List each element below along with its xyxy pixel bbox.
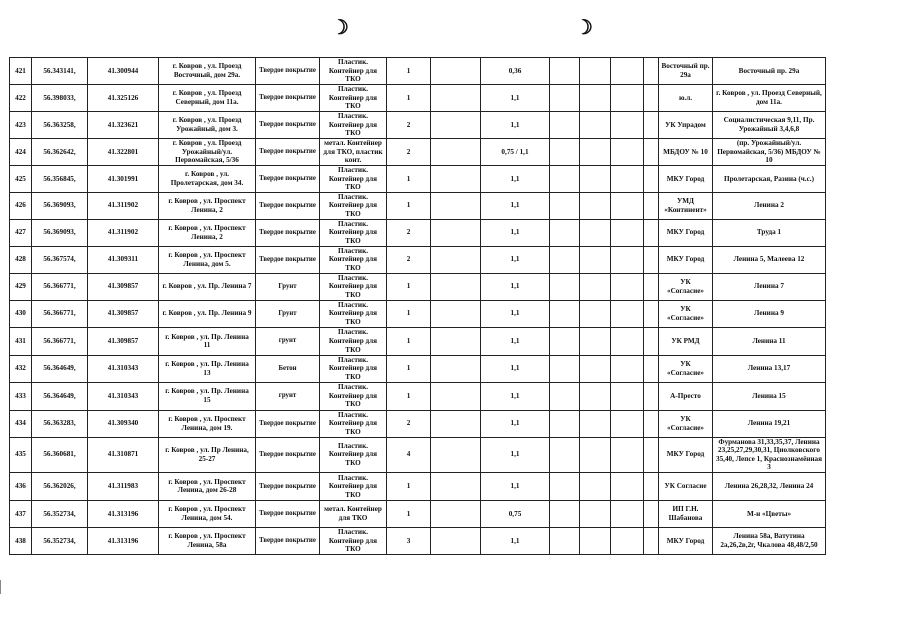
waste-source-cell: Пролетарская, Разина (ч.с.) [713, 166, 826, 193]
latitude-cell: 56.366771, [32, 273, 88, 300]
empty-cell [550, 355, 580, 382]
owner-cell: УК «Согласие» [659, 300, 713, 327]
container-type-cell: Пластик. Контейнер для ТКО [320, 85, 387, 112]
row-number: 431 [10, 327, 32, 355]
address-cell: г. Ковров , ул. Пр. Ленина 7 [159, 273, 256, 300]
address-cell: г. Ковров , ул. Проспект Ленина, 2 [159, 192, 256, 219]
longitude-cell: 41.309857 [88, 327, 159, 355]
container-volume-cell: 1,1 [481, 355, 550, 382]
container-type-cell: Пластик. Контейнер для ТКО [320, 527, 387, 554]
longitude-cell: 41.313196 [88, 527, 159, 554]
empty-cell [580, 166, 611, 193]
container-type-cell: метал. Контейнер для ТКО, пластик конт. [320, 139, 387, 166]
waste-source-cell: Восточный пр. 29а [713, 58, 826, 85]
empty-cell [644, 300, 659, 327]
row-number: 424 [10, 139, 32, 166]
row-number: 436 [10, 472, 32, 500]
container-volume-cell: 1,1 [481, 219, 550, 246]
empty-cell [431, 112, 481, 139]
empty-cell [611, 500, 644, 527]
address-cell: г. Ковров , ул. Проспект Ленина, дом 19. [159, 410, 256, 437]
container-count-cell: 2 [387, 219, 431, 246]
empty-cell [611, 166, 644, 193]
empty-cell [644, 273, 659, 300]
container-count-cell: 4 [387, 437, 431, 472]
container-volume-cell: 1,1 [481, 192, 550, 219]
waste-source-cell: Ленина 2 [713, 192, 826, 219]
page-edge-mark [0, 580, 5, 594]
owner-cell: МКУ Город [659, 246, 713, 273]
container-type-cell: Пластик. Контейнер для ТКО [320, 437, 387, 472]
empty-cell [611, 527, 644, 554]
owner-cell: УК Согласие [659, 472, 713, 500]
container-volume-cell: 0,75 [481, 500, 550, 527]
container-volume-cell: 1,1 [481, 382, 550, 410]
waste-source-cell: Труда 1 [713, 219, 826, 246]
empty-cell [611, 246, 644, 273]
owner-cell: УК «Согласие» [659, 273, 713, 300]
owner-cell: МБДОУ № 10 [659, 139, 713, 166]
owner-cell: Восточный пр. 29а [659, 58, 713, 85]
address-cell: г. Ковров , ул. Проспект Ленина, дом 26-28 [159, 472, 256, 500]
latitude-cell: 56.366771, [32, 300, 88, 327]
empty-cell [550, 166, 580, 193]
empty-cell [550, 273, 580, 300]
waste-source-cell: Ленина 9 [713, 300, 826, 327]
row-number: 430 [10, 300, 32, 327]
empty-cell [431, 327, 481, 355]
container-type-cell: Пластик. Контейнер для ТКО [320, 273, 387, 300]
container-count-cell: 1 [387, 192, 431, 219]
surface-cell: Твердое покрытие [256, 472, 320, 500]
empty-cell [611, 85, 644, 112]
empty-cell [550, 85, 580, 112]
empty-cell [611, 192, 644, 219]
empty-cell [644, 219, 659, 246]
address-cell: г. Ковров , ул. Пр. Ленина 9 [159, 300, 256, 327]
container-volume-cell: 1,1 [481, 437, 550, 472]
waste-source-cell: Ленина 26,28,32, Ленина 24 [713, 472, 826, 500]
container-count-cell: 1 [387, 382, 431, 410]
empty-cell [644, 246, 659, 273]
empty-cell [431, 85, 481, 112]
row-number: 428 [10, 246, 32, 273]
address-cell: г. Ковров , ул. Проезд Северный, дом 11а. [159, 85, 256, 112]
empty-cell [550, 219, 580, 246]
latitude-cell: 56.362026, [32, 472, 88, 500]
surface-cell: Твердое покрытие [256, 437, 320, 472]
table-row [10, 437, 826, 472]
empty-cell [431, 246, 481, 273]
container-count-cell: 2 [387, 139, 431, 166]
waste-source-cell: М-н «Цветы» [713, 500, 826, 527]
address-cell: г. Ковров , ул. Проезд Урожайный, дом 3. [159, 112, 256, 139]
waste-source-cell: Ленина 19,21 [713, 410, 826, 437]
empty-cell [644, 437, 659, 472]
longitude-cell: 41.325126 [88, 85, 159, 112]
empty-cell [580, 192, 611, 219]
empty-cell [580, 327, 611, 355]
owner-cell: МКУ Город [659, 437, 713, 472]
container-volume-cell: 1,1 [481, 166, 550, 193]
surface-cell: грунт [256, 327, 320, 355]
container-count-cell: 1 [387, 327, 431, 355]
empty-cell [580, 300, 611, 327]
table-row [10, 273, 826, 300]
owner-cell: УК РМД [659, 327, 713, 355]
table-row [10, 192, 826, 219]
waste-source-cell: Ленина 7 [713, 273, 826, 300]
empty-cell [431, 437, 481, 472]
address-cell: г. Ковров , ул. Проспект Ленина, дом 54. [159, 500, 256, 527]
container-count-cell: 1 [387, 58, 431, 85]
container-volume-cell: 1,1 [481, 112, 550, 139]
container-type-cell: Пластик. Контейнер для ТКО [320, 382, 387, 410]
waste-source-cell: Ленина 13,17 [713, 355, 826, 382]
surface-cell: Твердое покрытие [256, 112, 320, 139]
table-row [10, 300, 826, 327]
empty-cell [644, 472, 659, 500]
empty-cell [550, 300, 580, 327]
empty-cell [644, 410, 659, 437]
empty-cell [550, 472, 580, 500]
empty-cell [611, 300, 644, 327]
table-row [10, 410, 826, 437]
empty-cell [644, 382, 659, 410]
empty-cell [644, 85, 659, 112]
empty-cell [550, 500, 580, 527]
empty-cell [644, 527, 659, 554]
table-row [10, 85, 826, 112]
empty-cell [431, 219, 481, 246]
table-row [10, 327, 826, 355]
owner-cell: УК «Согласие» [659, 355, 713, 382]
empty-cell [580, 500, 611, 527]
container-type-cell: Пластик. Контейнер для ТКО [320, 58, 387, 85]
container-count-cell: 1 [387, 500, 431, 527]
longitude-cell: 41.311902 [88, 219, 159, 246]
table-row [10, 500, 826, 527]
row-number: 434 [10, 410, 32, 437]
surface-cell: Грунт [256, 300, 320, 327]
container-type-cell: Пластик. Контейнер для ТКО [320, 192, 387, 219]
page-mark-left: ☽ [331, 17, 349, 39]
longitude-cell: 41.310343 [88, 382, 159, 410]
longitude-cell: 41.309857 [88, 273, 159, 300]
container-count-cell: 1 [387, 472, 431, 500]
longitude-cell: 41.309857 [88, 300, 159, 327]
owner-cell: УК Упрадом [659, 112, 713, 139]
address-cell: г. Ковров , ул. Проспект Ленина, 2 [159, 219, 256, 246]
empty-cell [431, 527, 481, 554]
empty-cell [431, 300, 481, 327]
waste-source-cell: г. Ковров , ул. Проезд Северный, дом 11а. [713, 85, 826, 112]
empty-cell [431, 273, 481, 300]
container-type-cell: Пластик. Контейнер для ТКО [320, 246, 387, 273]
container-type-cell: Пластик. Контейнер для ТКО [320, 355, 387, 382]
table-row [10, 527, 826, 554]
longitude-cell: 41.310343 [88, 355, 159, 382]
surface-cell: грунт [256, 382, 320, 410]
empty-cell [550, 112, 580, 139]
latitude-cell: 56.360681, [32, 437, 88, 472]
surface-cell: Твердое покрытие [256, 410, 320, 437]
address-cell: г. Ковров , ул. Проезд Восточный, дом 29а. [159, 58, 256, 85]
empty-cell [580, 139, 611, 166]
row-number: 426 [10, 192, 32, 219]
longitude-cell: 41.311983 [88, 472, 159, 500]
waste-source-cell: Социалистическая 9,11, Пр. Урожайный 3,4,6,8 [713, 112, 826, 139]
address-cell: г. Ковров , ул. Проезд Урожайный/ул. Первомайская, 5/36 [159, 139, 256, 166]
table-row [10, 112, 826, 139]
table-row [10, 166, 826, 193]
empty-cell [644, 500, 659, 527]
empty-cell [431, 355, 481, 382]
empty-cell [580, 85, 611, 112]
row-number: 438 [10, 527, 32, 554]
waste-source-cell: Ленина 5, Малеева 12 [713, 246, 826, 273]
row-number: 433 [10, 382, 32, 410]
latitude-cell: 56.366771, [32, 327, 88, 355]
empty-cell [550, 437, 580, 472]
empty-cell [644, 166, 659, 193]
empty-cell [644, 58, 659, 85]
container-type-cell: метал. Контейнер для ТКО [320, 500, 387, 527]
longitude-cell: 41.300944 [88, 58, 159, 85]
empty-cell [580, 382, 611, 410]
container-volume-cell: 1,1 [481, 527, 550, 554]
empty-cell [550, 382, 580, 410]
empty-cell [580, 273, 611, 300]
longitude-cell: 41.309340 [88, 410, 159, 437]
empty-cell [431, 139, 481, 166]
container-count-cell: 2 [387, 246, 431, 273]
empty-cell [431, 166, 481, 193]
empty-cell [644, 327, 659, 355]
container-volume-cell: 1,1 [481, 410, 550, 437]
owner-cell: МКУ Город [659, 166, 713, 193]
waste-source-cell: Ленина 15 [713, 382, 826, 410]
owner-cell: МКУ Город [659, 219, 713, 246]
row-number: 435 [10, 437, 32, 472]
empty-cell [431, 192, 481, 219]
address-cell: г. Ковров , ул. Проспект Ленина, дом 5. [159, 246, 256, 273]
owner-cell: УМД «Континент» [659, 192, 713, 219]
empty-cell [644, 112, 659, 139]
latitude-cell: 56.352734, [32, 527, 88, 554]
row-number: 429 [10, 273, 32, 300]
empty-cell [580, 219, 611, 246]
empty-cell [580, 246, 611, 273]
empty-cell [550, 246, 580, 273]
container-count-cell: 1 [387, 85, 431, 112]
address-cell: г. Ковров , ул. Проспект Ленина, 58а [159, 527, 256, 554]
empty-cell [611, 382, 644, 410]
latitude-cell: 56.364649, [32, 382, 88, 410]
waste-source-cell: Фурманова 31,33,35,37, Ленина 23,25,27,29,30,31, Циолковского 35,40, Лепсе 1, Краснознамённая 3 [713, 437, 826, 472]
container-count-cell: 2 [387, 112, 431, 139]
container-type-cell: Пластик. Контейнер для ТКО [320, 166, 387, 193]
empty-cell [550, 327, 580, 355]
row-number: 425 [10, 166, 32, 193]
empty-cell [550, 527, 580, 554]
waste-container-site-table [9, 57, 826, 555]
table-row [10, 219, 826, 246]
latitude-cell: 56.356845, [32, 166, 88, 193]
address-cell: г. Ковров , ул. Пролетарская, дом 34. [159, 166, 256, 193]
latitude-cell: 56.369093, [32, 192, 88, 219]
empty-cell [611, 58, 644, 85]
latitude-cell: 56.367574, [32, 246, 88, 273]
waste-source-cell: (пр. Урожайный/ул. Первомайская, 5/36) МБДОУ № 10 [713, 139, 826, 166]
latitude-cell: 56.363258, [32, 112, 88, 139]
empty-cell [580, 112, 611, 139]
surface-cell: Твердое покрытие [256, 85, 320, 112]
container-count-cell: 1 [387, 166, 431, 193]
owner-cell: УК «Согласие» [659, 410, 713, 437]
empty-cell [580, 410, 611, 437]
empty-cell [580, 437, 611, 472]
empty-cell [580, 58, 611, 85]
container-count-cell: 2 [387, 410, 431, 437]
table-row [10, 58, 826, 85]
row-number: 421 [10, 58, 32, 85]
latitude-cell: 56.363283, [32, 410, 88, 437]
address-cell: г. Ковров , ул. Пр. Ленина 15 [159, 382, 256, 410]
container-volume-cell: 1,1 [481, 300, 550, 327]
table-row [10, 246, 826, 273]
empty-cell [580, 527, 611, 554]
owner-cell: А-Престо [659, 382, 713, 410]
row-number: 422 [10, 85, 32, 112]
container-count-cell: 1 [387, 300, 431, 327]
empty-cell [431, 410, 481, 437]
longitude-cell: 41.313196 [88, 500, 159, 527]
owner-cell: ю.л. [659, 85, 713, 112]
longitude-cell: 41.301991 [88, 166, 159, 193]
surface-cell: Твердое покрытие [256, 500, 320, 527]
empty-cell [431, 382, 481, 410]
row-number: 423 [10, 112, 32, 139]
table-row [10, 382, 826, 410]
empty-cell [431, 58, 481, 85]
surface-cell: Твердое покрытие [256, 58, 320, 85]
empty-cell [611, 112, 644, 139]
page-mark-right: ☽ [575, 17, 593, 39]
container-volume-cell: 1,1 [481, 472, 550, 500]
longitude-cell: 41.310871 [88, 437, 159, 472]
empty-cell [580, 355, 611, 382]
longitude-cell: 41.311902 [88, 192, 159, 219]
row-number: 427 [10, 219, 32, 246]
container-type-cell: Пластик. Контейнер для ТКО [320, 219, 387, 246]
empty-cell [611, 355, 644, 382]
latitude-cell: 56.362642, [32, 139, 88, 166]
surface-cell: Твердое покрытие [256, 219, 320, 246]
table-row [10, 472, 826, 500]
empty-cell [611, 327, 644, 355]
waste-source-cell: Ленина 58а, Ватутина 2а,26,2в,2г, Чкалова 48,48/2,50 [713, 527, 826, 554]
container-count-cell: 1 [387, 273, 431, 300]
empty-cell [644, 355, 659, 382]
container-volume-cell: 1,1 [481, 246, 550, 273]
address-cell: г. Ковров , ул. Пр. Ленина 13 [159, 355, 256, 382]
container-type-cell: Пластик. Контейнер для ТКО [320, 327, 387, 355]
container-type-cell: Пластик. Контейнер для ТКО [320, 112, 387, 139]
container-type-cell: Пластик. Контейнер для ТКО [320, 410, 387, 437]
row-number: 432 [10, 355, 32, 382]
surface-cell: Твердое покрытие [256, 246, 320, 273]
container-count-cell: 3 [387, 527, 431, 554]
empty-cell [611, 219, 644, 246]
empty-cell [611, 410, 644, 437]
address-cell: г. Ковров , ул. Пр. Ленина 11 [159, 327, 256, 355]
surface-cell: Твердое покрытие [256, 166, 320, 193]
empty-cell [550, 410, 580, 437]
surface-cell: Твердое покрытие [256, 527, 320, 554]
surface-cell: Твердое покрытие [256, 192, 320, 219]
latitude-cell: 56.364649, [32, 355, 88, 382]
empty-cell [431, 500, 481, 527]
surface-cell: Бетон [256, 355, 320, 382]
latitude-cell: 56.352734, [32, 500, 88, 527]
longitude-cell: 41.323621 [88, 112, 159, 139]
container-volume-cell: 0,36 [481, 58, 550, 85]
row-number: 437 [10, 500, 32, 527]
latitude-cell: 56.398033, [32, 85, 88, 112]
empty-cell [550, 58, 580, 85]
surface-cell: Твердое покрытие [256, 139, 320, 166]
container-type-cell: Пластик. Контейнер для ТКО [320, 300, 387, 327]
latitude-cell: 56.343141, [32, 58, 88, 85]
empty-cell [611, 437, 644, 472]
longitude-cell: 41.309311 [88, 246, 159, 273]
owner-cell: ИП Г.Н. Шабанова [659, 500, 713, 527]
empty-cell [611, 139, 644, 166]
container-volume-cell: 0,75 / 1,1 [481, 139, 550, 166]
container-volume-cell: 1,1 [481, 273, 550, 300]
container-type-cell: Пластик. Контейнер для ТКО [320, 472, 387, 500]
empty-cell [611, 472, 644, 500]
container-count-cell: 1 [387, 355, 431, 382]
surface-cell: Грунт [256, 273, 320, 300]
empty-cell [550, 192, 580, 219]
empty-cell [550, 139, 580, 166]
container-volume-cell: 1,1 [481, 85, 550, 112]
empty-cell [611, 273, 644, 300]
empty-cell [644, 192, 659, 219]
waste-source-cell: Ленина 11 [713, 327, 826, 355]
table-row [10, 355, 826, 382]
owner-cell: МКУ Город [659, 527, 713, 554]
empty-cell [644, 139, 659, 166]
container-volume-cell: 1,1 [481, 327, 550, 355]
latitude-cell: 56.369093, [32, 219, 88, 246]
empty-cell [580, 472, 611, 500]
table-row [10, 139, 826, 166]
longitude-cell: 41.322801 [88, 139, 159, 166]
empty-cell [431, 472, 481, 500]
address-cell: г. Ковров , ул. Пр Ленина, 25-27 [159, 437, 256, 472]
